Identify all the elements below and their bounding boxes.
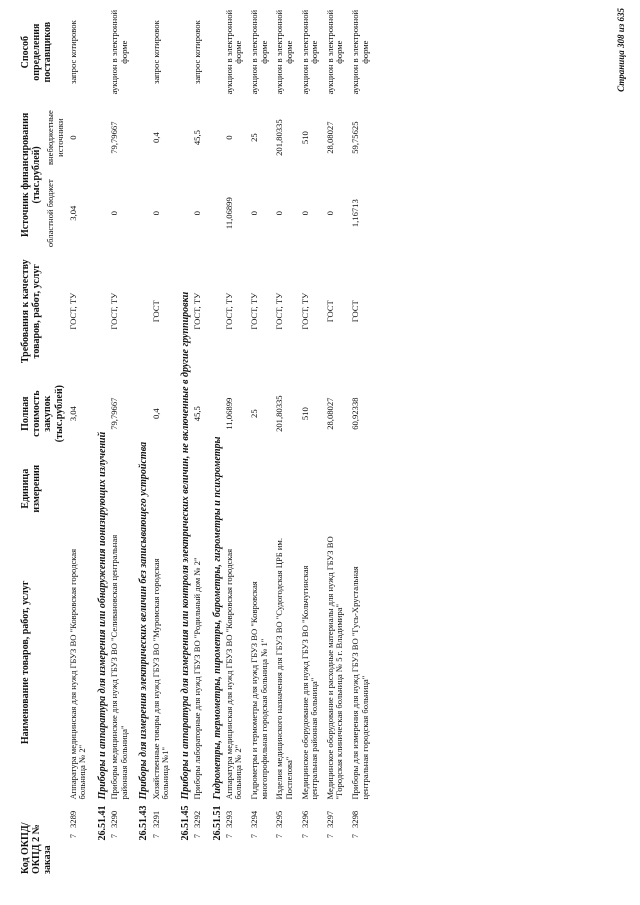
- row-code: 7: [350, 834, 360, 839]
- row-fin-offbudget: 45,5: [191, 130, 202, 146]
- group-code: 26.51.41: [96, 805, 108, 841]
- row-cost: 3,04: [67, 406, 78, 422]
- header-unit: Единица измерения: [20, 464, 43, 513]
- row-number: 3290: [109, 810, 120, 828]
- row-cost: 201,80335: [274, 395, 285, 432]
- table-row: [325, 5, 350, 877]
- row-code: 7: [223, 834, 234, 839]
- row-fin-offbudget: 201,80335: [274, 119, 285, 156]
- row-number: 3298: [350, 810, 360, 828]
- group-title: Приборы и аппаратура для измерения или контроля электрических величин, не включенные в другие группировки: [179, 291, 191, 800]
- group-row: [93, 5, 109, 877]
- row-unit: [151, 455, 176, 522]
- row-method: аукцион в электронной форме: [274, 9, 294, 95]
- group-code: 26.51.43: [138, 805, 150, 841]
- row-method: аукцион в электронной форме: [324, 9, 345, 95]
- row-unit: [109, 455, 134, 522]
- row-method: аукцион в электронной форме: [350, 9, 370, 95]
- row-fin-regional: 11,06899: [223, 197, 234, 230]
- row-fin-offbudget: 28,08027: [324, 121, 335, 154]
- row-fin-offbudget: 510: [299, 131, 310, 145]
- row-fin-offbudget: 25: [249, 133, 259, 142]
- row-cost: 28,08027: [324, 397, 335, 430]
- row-method: запрос котировок: [191, 20, 202, 85]
- row-requirements: ГОСТ, ТУ: [299, 292, 310, 330]
- row-fin-regional: 0: [299, 211, 310, 216]
- row-number: 3292: [191, 810, 202, 828]
- table-row: [151, 5, 176, 877]
- row-requirements: ГОСТ, ТУ: [249, 292, 259, 330]
- row-requirements: ГОСТ, ТУ: [67, 292, 78, 330]
- row-requirements: ГОСТ: [150, 300, 161, 323]
- row-requirements: ГОСТ, ТУ: [223, 292, 234, 330]
- row-code: 7: [191, 834, 202, 839]
- header-name: Наименование товаров, работ, услуг: [20, 580, 31, 745]
- row-name: Изделия медицинского назначения для ГБУЗ ВО "Судогодская ЦРБ им. Поспелова": [274, 537, 294, 800]
- row-cost: 25: [249, 409, 259, 418]
- table-body: [68, 5, 376, 877]
- row-method: аукцион в электронной форме: [109, 9, 129, 95]
- row-code: 7: [67, 834, 78, 839]
- row-number: 3295: [274, 810, 285, 828]
- row-fin-offbudget: 79,79667: [109, 121, 120, 154]
- row-fin-regional: 0: [150, 211, 161, 216]
- header-fin-regional: областной бюджет: [45, 179, 56, 248]
- row-code: 7: [249, 834, 259, 839]
- header-method: Способ определения поставщиков: [20, 21, 54, 83]
- group-title: Гидрометры, термометры, пирометры, барометры, гигрометры и психрометры: [211, 436, 223, 800]
- row-number: 3289: [67, 810, 78, 828]
- row-unit: [325, 455, 350, 522]
- table-row: [224, 5, 249, 877]
- row-name: Медицинское оборудование для нужд ГБУЗ ВО "Кольчугинская центральная районная больница": [299, 565, 320, 800]
- row-number: 3297: [324, 810, 335, 828]
- header-code: Код ОКПД/ ОКПД 2 № заказа: [20, 822, 54, 874]
- row-unit: [68, 455, 93, 522]
- row-name: Аппаратура медицинская для нужд ГБУЗ ВО "Ковровская городская больница № 2": [67, 548, 88, 800]
- group-title: Приборы и аппаратура для измерения или обнаружения ионизирующих излучений: [96, 431, 108, 800]
- table-row: [300, 5, 325, 877]
- group-row: [176, 5, 192, 877]
- row-fin-regional: 0: [109, 211, 120, 216]
- row-fin-offbudget: 59,75625: [350, 121, 360, 154]
- row-name: Хозяйственные товары для нужд ГБУЗ ВО "Муромская городская больница №1": [150, 558, 171, 800]
- page-number: Страница 308 из 635: [616, 8, 626, 92]
- row-unit: [192, 455, 208, 522]
- table-row: [249, 5, 274, 877]
- header-requirements: Требования к качеству товаров, работ, услуг: [20, 259, 43, 364]
- row-cost: 60,92338: [350, 397, 360, 430]
- row-requirements: ГОСТ, ТУ: [191, 292, 202, 330]
- row-fin-regional: 0: [249, 211, 259, 216]
- row-unit: [249, 455, 274, 522]
- row-code: 7: [324, 834, 335, 839]
- header-row: [18, 5, 44, 877]
- row-unit: [274, 455, 299, 522]
- row-fin-regional: 3,04: [67, 205, 78, 221]
- row-code: 7: [150, 834, 161, 839]
- row-fin-regional: 0: [274, 211, 285, 216]
- row-number: 3291: [150, 810, 161, 828]
- row-unit: [224, 455, 249, 522]
- table-row: [192, 5, 208, 877]
- row-method: аукцион в электронной форме: [299, 9, 320, 95]
- group-code: 26.51.51: [211, 805, 223, 841]
- row-fin-offbudget: 0: [223, 135, 234, 140]
- procurement-table: [18, 5, 375, 877]
- row-method: запрос котировок: [67, 20, 78, 85]
- table-row: [350, 5, 375, 877]
- table-row: [68, 5, 93, 877]
- row-method: аукцион в электронной форме: [223, 9, 244, 95]
- row-number: 3293: [223, 810, 234, 828]
- row-method: запрос котировок: [150, 20, 161, 85]
- row-fin-regional: 0: [191, 211, 202, 216]
- row-method: аукцион в электронной форме: [249, 9, 269, 95]
- row-requirements: ГОСТ: [324, 300, 335, 323]
- row-cost: 79,79667: [109, 397, 120, 430]
- row-fin-regional: 1,16713: [350, 199, 360, 228]
- row-name: Гидрометры и термометры для нужд ГБУЗ ВО "Ковровская многопрофильная городская больница № 1": [249, 581, 269, 800]
- row-code: 7: [274, 834, 285, 839]
- row-name: Приборы лабораторные для нужд ГБУЗ ВО "Родильный дом № 2": [191, 557, 202, 800]
- row-name: Приборы медицинские для нужд ГБУЗ ВО "Селивановская центральная районная больница": [109, 534, 129, 800]
- row-code: 7: [299, 834, 310, 839]
- row-requirements: ГОСТ: [350, 300, 360, 323]
- row-cost: 0,4: [150, 408, 161, 420]
- row-fin-regional: 0: [324, 211, 335, 216]
- row-name: Приборы для измерения для нужд ГБУЗ ВО "Гусь-Хрустальная центральная городская больница": [350, 566, 370, 800]
- group-title: Приборы для измерения электрических величин без записывающего устройства: [138, 441, 150, 800]
- row-cost: 11,06899: [223, 397, 234, 430]
- row-name: Медицинское оборудование и расходные материалы для нужд ГБУЗ ВО "Городская клиническая больница № 5 г. Владимира": [324, 536, 345, 800]
- table-row: [109, 5, 134, 877]
- header-fin-offbudget: внебюджетные источники: [45, 110, 65, 166]
- header-cost: Полная стоимость закупок (тыс.рублей): [20, 385, 65, 443]
- group-code: 26.51.45: [179, 805, 191, 841]
- header-financing: Источник финансирования (тыс.рублей): [20, 112, 43, 237]
- row-fin-offbudget: 0,4: [150, 132, 161, 143]
- row-unit: [300, 455, 325, 522]
- table-row: [274, 5, 299, 877]
- row-cost: 510: [299, 407, 310, 421]
- row-number: 3296: [299, 810, 310, 828]
- row-cost: 45,5: [191, 406, 202, 422]
- row-number: 3294: [249, 810, 259, 828]
- row-name: Аппаратура медицинская для нужд ГБУЗ ВО "Ковровская городская больница № 2": [223, 548, 244, 800]
- row-code: 7: [109, 834, 120, 839]
- row-fin-offbudget: 0: [67, 135, 78, 140]
- group-row: [208, 5, 224, 877]
- row-unit: [350, 455, 375, 522]
- row-requirements: ГОСТ, ТУ: [274, 292, 285, 330]
- group-row: [134, 5, 150, 877]
- row-requirements: ГОСТ, ТУ: [109, 292, 120, 330]
